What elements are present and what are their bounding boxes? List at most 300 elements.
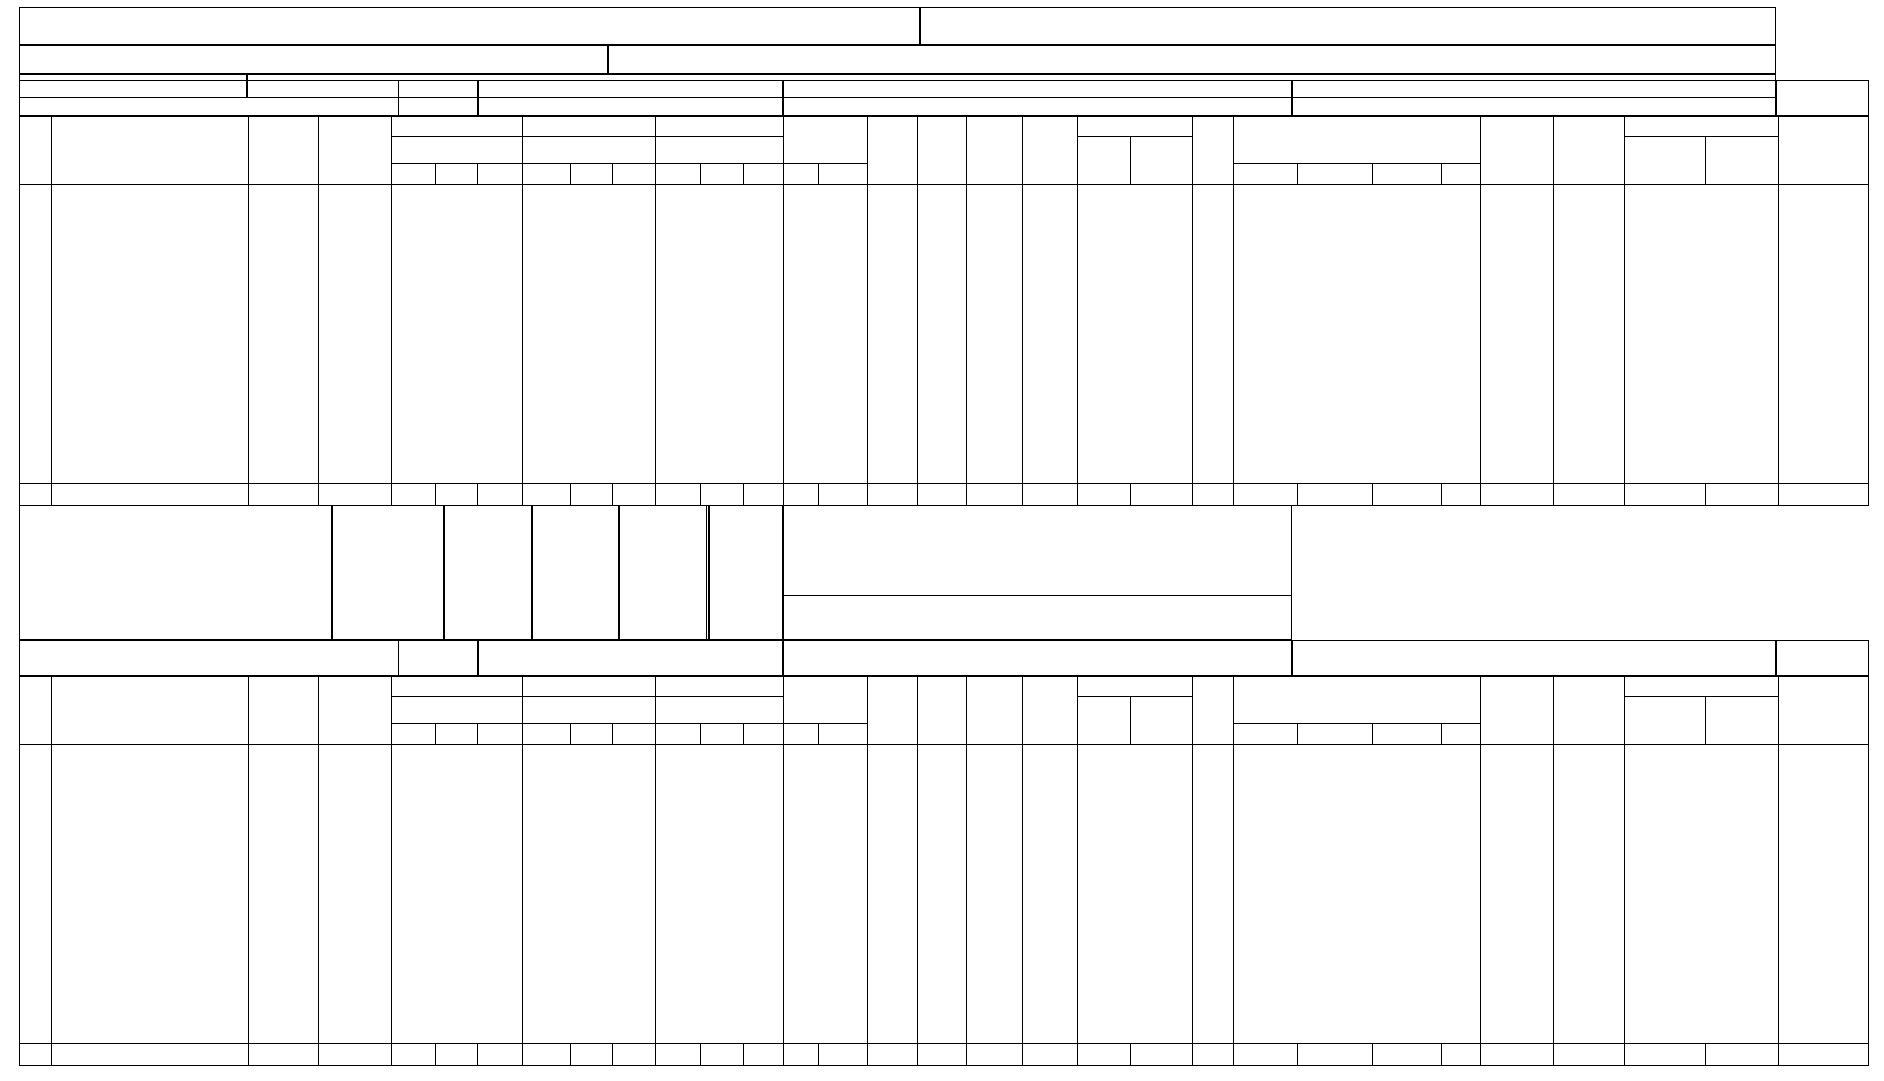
stat-tap: [867, 437, 917, 460]
stat-recib: [1130, 368, 1192, 391]
stat-dcon: [570, 437, 612, 460]
stat-prom: [1553, 276, 1624, 299]
stat-min: [248, 230, 318, 253]
header-dobles: [522, 696, 655, 723]
stat-tcon: [435, 345, 477, 368]
total-pts: [318, 483, 391, 505]
stat-conv: [1297, 997, 1372, 1020]
stat-contra: [1624, 207, 1705, 230]
header-no-2: [1192, 116, 1233, 184]
stat-tlan: [391, 299, 435, 322]
stat-lpct: [743, 905, 783, 928]
stat-ult: [1778, 767, 1869, 790]
player-number: [19, 974, 51, 997]
stat-tcon: [435, 997, 477, 1020]
stat-ofe: [783, 230, 818, 253]
coach-label: [19, 1020, 51, 1043]
stat-asis: [917, 253, 966, 276]
stat-no3: [1441, 276, 1480, 299]
stat-pers: [1077, 859, 1130, 882]
stat-min: [248, 437, 318, 460]
stat-no3: [1441, 790, 1480, 813]
stat-dcon: [570, 905, 612, 928]
player-name: [51, 345, 248, 368]
stat-lcon: [700, 253, 743, 276]
header-lanzamientos: [391, 676, 783, 696]
stat-dpct: [612, 345, 655, 368]
stat-def: [818, 391, 867, 414]
stat-tlan: [391, 230, 435, 253]
stat-tlan: [391, 322, 435, 345]
stat-perd: [966, 767, 1022, 790]
stat-dcon: [570, 322, 612, 345]
stat-dlan: [522, 207, 570, 230]
stat-no3: [1441, 813, 1480, 836]
stat-pct2: [1372, 437, 1441, 460]
stat-recib: [1130, 790, 1192, 813]
team-name: [51, 80, 356, 116]
stat-int: [1233, 997, 1297, 1020]
stat-lcon: [700, 437, 743, 460]
total-tcon: [435, 1043, 477, 1065]
stat-valor: [1480, 744, 1553, 767]
stat-pts: [318, 322, 391, 345]
stat-tiro2: [1705, 882, 1778, 905]
stat-pct2: [1372, 345, 1441, 368]
stat-contra: [1624, 437, 1705, 460]
stat-asis: [917, 882, 966, 905]
stat-tap: [867, 974, 917, 997]
stat-lcon: [700, 767, 743, 790]
stat-tpct: [477, 951, 522, 974]
quarter-score-1: [332, 505, 444, 640]
stat-lpct: [743, 230, 783, 253]
stat-def: [818, 813, 867, 836]
stat-dpct: [612, 836, 655, 859]
stat-dpct: [612, 391, 655, 414]
stat-tiro2: [1705, 299, 1778, 322]
stat-conv: [1297, 299, 1372, 322]
header-int: [1233, 163, 1297, 184]
stat-def: [818, 299, 867, 322]
stat-lcon: [700, 790, 743, 813]
header-valor: [1480, 116, 1553, 184]
stat-pers: [1077, 391, 1130, 414]
stat-conv: [1297, 322, 1372, 345]
stat-tlan: [391, 997, 435, 1020]
stat-def: [818, 322, 867, 345]
stat-valor: [1480, 391, 1553, 414]
player-name: [51, 836, 248, 859]
stat-contra: [1624, 951, 1705, 974]
stat-recib: [1130, 391, 1192, 414]
stat-tcon: [435, 437, 477, 460]
header-dlan: [522, 723, 570, 744]
player-name: [51, 951, 248, 974]
header-pct: [1372, 163, 1441, 184]
possessions-label: [657, 642, 781, 674]
stat-int: [1233, 790, 1297, 813]
stat-pct2: [1372, 322, 1441, 345]
total-contra: [1624, 1043, 1705, 1065]
stat-def: [818, 253, 867, 276]
stat-contra: [1624, 859, 1705, 882]
stat-dlan: [522, 859, 570, 882]
stat-contra: [1624, 230, 1705, 253]
stat-pts: [318, 767, 391, 790]
total-llan: [655, 483, 700, 505]
header-fouls: [1077, 116, 1192, 136]
header-def: [818, 163, 867, 184]
stat-tap: [867, 790, 917, 813]
total-dpct: [612, 1043, 655, 1065]
team-name: [51, 640, 356, 676]
header-cuarto: [1778, 722, 1868, 742]
player-name: [51, 882, 248, 905]
header-puntos-group: [1624, 676, 1778, 696]
stat-int: [1233, 414, 1297, 437]
stat-lcon: [700, 997, 743, 1020]
stat-dcon: [570, 207, 612, 230]
stat-pct2: [1372, 813, 1441, 836]
stat-min: [248, 368, 318, 391]
stat-def: [818, 997, 867, 1020]
stat-dlan: [522, 767, 570, 790]
stat-recib: [1130, 905, 1192, 928]
stat-prom: [1553, 813, 1624, 836]
stat-min: [248, 184, 318, 207]
stat-pers: [1077, 276, 1130, 299]
stat-pers: [1077, 368, 1130, 391]
stat-tpct: [477, 836, 522, 859]
stat-ult: [1778, 230, 1869, 253]
stat-asis: [917, 951, 966, 974]
stat-int: [1233, 859, 1297, 882]
stat-contra: [1624, 391, 1705, 414]
stat-pts: [318, 299, 391, 322]
stat-asis: [917, 299, 966, 322]
stat-min: [248, 299, 318, 322]
stat-no2: [1192, 253, 1233, 276]
totals-label: [51, 1043, 248, 1065]
league-title: [19, 7, 920, 45]
stat-lcon: [700, 368, 743, 391]
stat-conv: [1297, 414, 1372, 437]
stat-dpct: [612, 322, 655, 345]
stat-int: [1233, 207, 1297, 230]
stat-dcon: [570, 997, 612, 1020]
header-dpct: [612, 163, 655, 184]
stat-conv: [1297, 974, 1372, 997]
stat-min: [248, 744, 318, 767]
stat-prom: [1553, 368, 1624, 391]
player-number: [19, 813, 51, 836]
stat-no2: [1192, 951, 1233, 974]
header-ofe: [783, 163, 818, 184]
stat-contra: [1624, 790, 1705, 813]
stat-dlan: [522, 184, 570, 207]
stat-int: [1233, 767, 1297, 790]
stat-recib: [1130, 276, 1192, 299]
stat-pct2: [1372, 928, 1441, 951]
stat-recu: [1022, 414, 1077, 437]
stat-llan: [655, 974, 700, 997]
stat-ult: [1778, 951, 1869, 974]
header-puntos-ultimo: [1778, 680, 1868, 700]
player-name: [51, 928, 248, 951]
player-name: [51, 414, 248, 437]
stat-int: [1233, 299, 1297, 322]
stat-pts: [318, 974, 391, 997]
stat-dcon: [570, 744, 612, 767]
stat-no2: [1192, 391, 1233, 414]
stat-prom: [1553, 905, 1624, 928]
stat-ult: [1778, 276, 1869, 299]
header-recib: [1130, 696, 1192, 744]
header-recu: [1022, 116, 1077, 184]
stat-tlan: [391, 276, 435, 299]
stat-pts: [318, 859, 391, 882]
player-number: [19, 905, 51, 928]
stat-llan: [655, 184, 700, 207]
player-name: [51, 905, 248, 928]
stat-llan: [655, 905, 700, 928]
stat-dlan: [522, 345, 570, 368]
stat-pers: [1077, 184, 1130, 207]
stat-tiro2: [1705, 951, 1778, 974]
stat-recib: [1130, 230, 1192, 253]
stat-pers: [1077, 345, 1130, 368]
stat-def: [818, 184, 867, 207]
stat-dlan: [522, 951, 570, 974]
total-no2: [1192, 1043, 1233, 1065]
stat-llan: [655, 299, 700, 322]
stat-conv: [1297, 813, 1372, 836]
player-name: [51, 997, 248, 1020]
total-pct2: [1372, 483, 1441, 505]
stat-tcon: [435, 905, 477, 928]
stat-tlan: [391, 368, 435, 391]
stat-tpct: [477, 230, 522, 253]
stat-lpct: [743, 391, 783, 414]
stat-contra: [1624, 299, 1705, 322]
total-tlan: [391, 1043, 435, 1065]
total-lcon: [700, 1043, 743, 1065]
stat-ofe: [783, 744, 818, 767]
stat-lpct: [743, 184, 783, 207]
stat-pts: [318, 997, 391, 1020]
stat-ofe: [783, 836, 818, 859]
stat-conv: [1297, 767, 1372, 790]
total-dcon: [570, 1043, 612, 1065]
stat-perd: [966, 928, 1022, 951]
header-conv: [1297, 163, 1372, 184]
stat-tap: [867, 767, 917, 790]
stat-no2: [1192, 437, 1233, 460]
stat-tpct: [477, 322, 522, 345]
total-no2: [1192, 483, 1233, 505]
stat-pts: [318, 928, 391, 951]
stat-ofe: [783, 928, 818, 951]
stat-ofe: [783, 437, 818, 460]
stat-pts: [318, 414, 391, 437]
stat-int: [1233, 391, 1297, 414]
stat-int: [1233, 437, 1297, 460]
stat-dcon: [570, 790, 612, 813]
stat-tap: [867, 184, 917, 207]
header-lcon: [700, 163, 743, 184]
stat-lpct: [743, 322, 783, 345]
coach-fouls: [1077, 1020, 1130, 1043]
stat-def: [818, 951, 867, 974]
header-valor: [1480, 676, 1553, 744]
stat-llan: [655, 253, 700, 276]
fecha-right-box: [608, 45, 1776, 74]
header-asis: [917, 116, 966, 184]
stat-prom: [1553, 744, 1624, 767]
stat-asis: [917, 859, 966, 882]
stat-tiro2: [1705, 368, 1778, 391]
stat-contra: [1624, 744, 1705, 767]
team-header-blank-right: [1776, 80, 1869, 116]
stat-llan: [655, 790, 700, 813]
stat-no2: [1192, 813, 1233, 836]
stat-valor: [1480, 230, 1553, 253]
stat-tcon: [435, 368, 477, 391]
stat-tcon: [435, 790, 477, 813]
stat-no3: [1441, 253, 1480, 276]
stat-asis: [917, 368, 966, 391]
stat-recib: [1130, 767, 1192, 790]
stat-contra: [1624, 928, 1705, 951]
stat-valor: [1480, 207, 1553, 230]
stat-tcon: [435, 299, 477, 322]
stat-def: [818, 928, 867, 951]
stat-prom: [1553, 345, 1624, 368]
stat-recu: [1022, 184, 1077, 207]
stat-recib: [1130, 928, 1192, 951]
stat-prom: [1553, 184, 1624, 207]
header-triples: [391, 136, 522, 163]
stat-tcon: [435, 928, 477, 951]
stat-tlan: [391, 813, 435, 836]
header-conv: [1297, 723, 1372, 744]
header-ofe: [783, 723, 818, 744]
stat-prom: [1553, 951, 1624, 974]
stat-dlan: [522, 299, 570, 322]
player-name: [51, 276, 248, 299]
stat-perd: [966, 276, 1022, 299]
stat-tpct: [477, 207, 522, 230]
total-dlan: [522, 483, 570, 505]
stat-tlan: [391, 767, 435, 790]
player-name: [51, 207, 248, 230]
stat-no2: [1192, 299, 1233, 322]
stat-conv: [1297, 437, 1372, 460]
stat-tlan: [391, 414, 435, 437]
stat-llan: [655, 368, 700, 391]
stat-tlan: [391, 207, 435, 230]
stat-pts: [318, 905, 391, 928]
stat-dpct: [612, 207, 655, 230]
stat-lcon: [700, 813, 743, 836]
header-libres: [655, 136, 783, 163]
player-name: [51, 813, 248, 836]
stat-pct2: [1372, 391, 1441, 414]
stat-pts: [318, 744, 391, 767]
stat-dlan: [522, 790, 570, 813]
stat-dlan: [522, 437, 570, 460]
stat-tap: [867, 836, 917, 859]
stat-contra: [1624, 368, 1705, 391]
total-ofe: [783, 1043, 818, 1065]
player-name: [51, 437, 248, 460]
stat-recu: [1022, 813, 1077, 836]
stat-ult: [1778, 207, 1869, 230]
stat-int: [1233, 230, 1297, 253]
stat-tap: [867, 368, 917, 391]
stat-lpct: [743, 368, 783, 391]
possessions-count: [603, 82, 653, 114]
stat-ult: [1778, 974, 1869, 997]
team-score: [398, 638, 466, 676]
stat-dcon: [570, 859, 612, 882]
stat-int: [1233, 345, 1297, 368]
quarter-score-5: [706, 505, 783, 640]
header-no-3: [1441, 723, 1480, 744]
stat-lcon: [700, 836, 743, 859]
stat-tap: [867, 882, 917, 905]
stat-dlan: [522, 836, 570, 859]
player-number: [19, 767, 51, 790]
header-puntos: [318, 676, 391, 744]
stat-pct2: [1372, 414, 1441, 437]
stat-min: [248, 253, 318, 276]
stat-pers: [1077, 882, 1130, 905]
stat-pers: [1077, 253, 1130, 276]
stat-tap: [867, 391, 917, 414]
stat-valor: [1480, 905, 1553, 928]
stat-pers: [1077, 951, 1130, 974]
stat-pts: [318, 368, 391, 391]
stat-pers: [1077, 744, 1130, 767]
stat-no3: [1441, 836, 1480, 859]
stat-conv: [1297, 391, 1372, 414]
stat-recu: [1022, 368, 1077, 391]
stat-recu: [1022, 905, 1077, 928]
stat-valor: [1480, 184, 1553, 207]
stat-no3: [1441, 207, 1480, 230]
stat-tlan: [391, 951, 435, 974]
stat-conv: [1297, 184, 1372, 207]
stat-tiro2: [1705, 790, 1778, 813]
team-header-blank: [1292, 640, 1776, 676]
stat-tiro2: [1705, 905, 1778, 928]
stat-ult: [1778, 859, 1869, 882]
coach-name: [51, 1020, 291, 1043]
stat-conv: [1297, 882, 1372, 905]
stat-ofe: [783, 997, 818, 1020]
stat-int: [1233, 974, 1297, 997]
stat-min: [248, 997, 318, 1020]
player-name: [51, 184, 248, 207]
stat-lpct: [743, 997, 783, 1020]
stat-recib: [1130, 207, 1192, 230]
stat-pers: [1077, 974, 1130, 997]
stat-recu: [1022, 836, 1077, 859]
stat-lpct: [743, 299, 783, 322]
player-number: [19, 859, 51, 882]
